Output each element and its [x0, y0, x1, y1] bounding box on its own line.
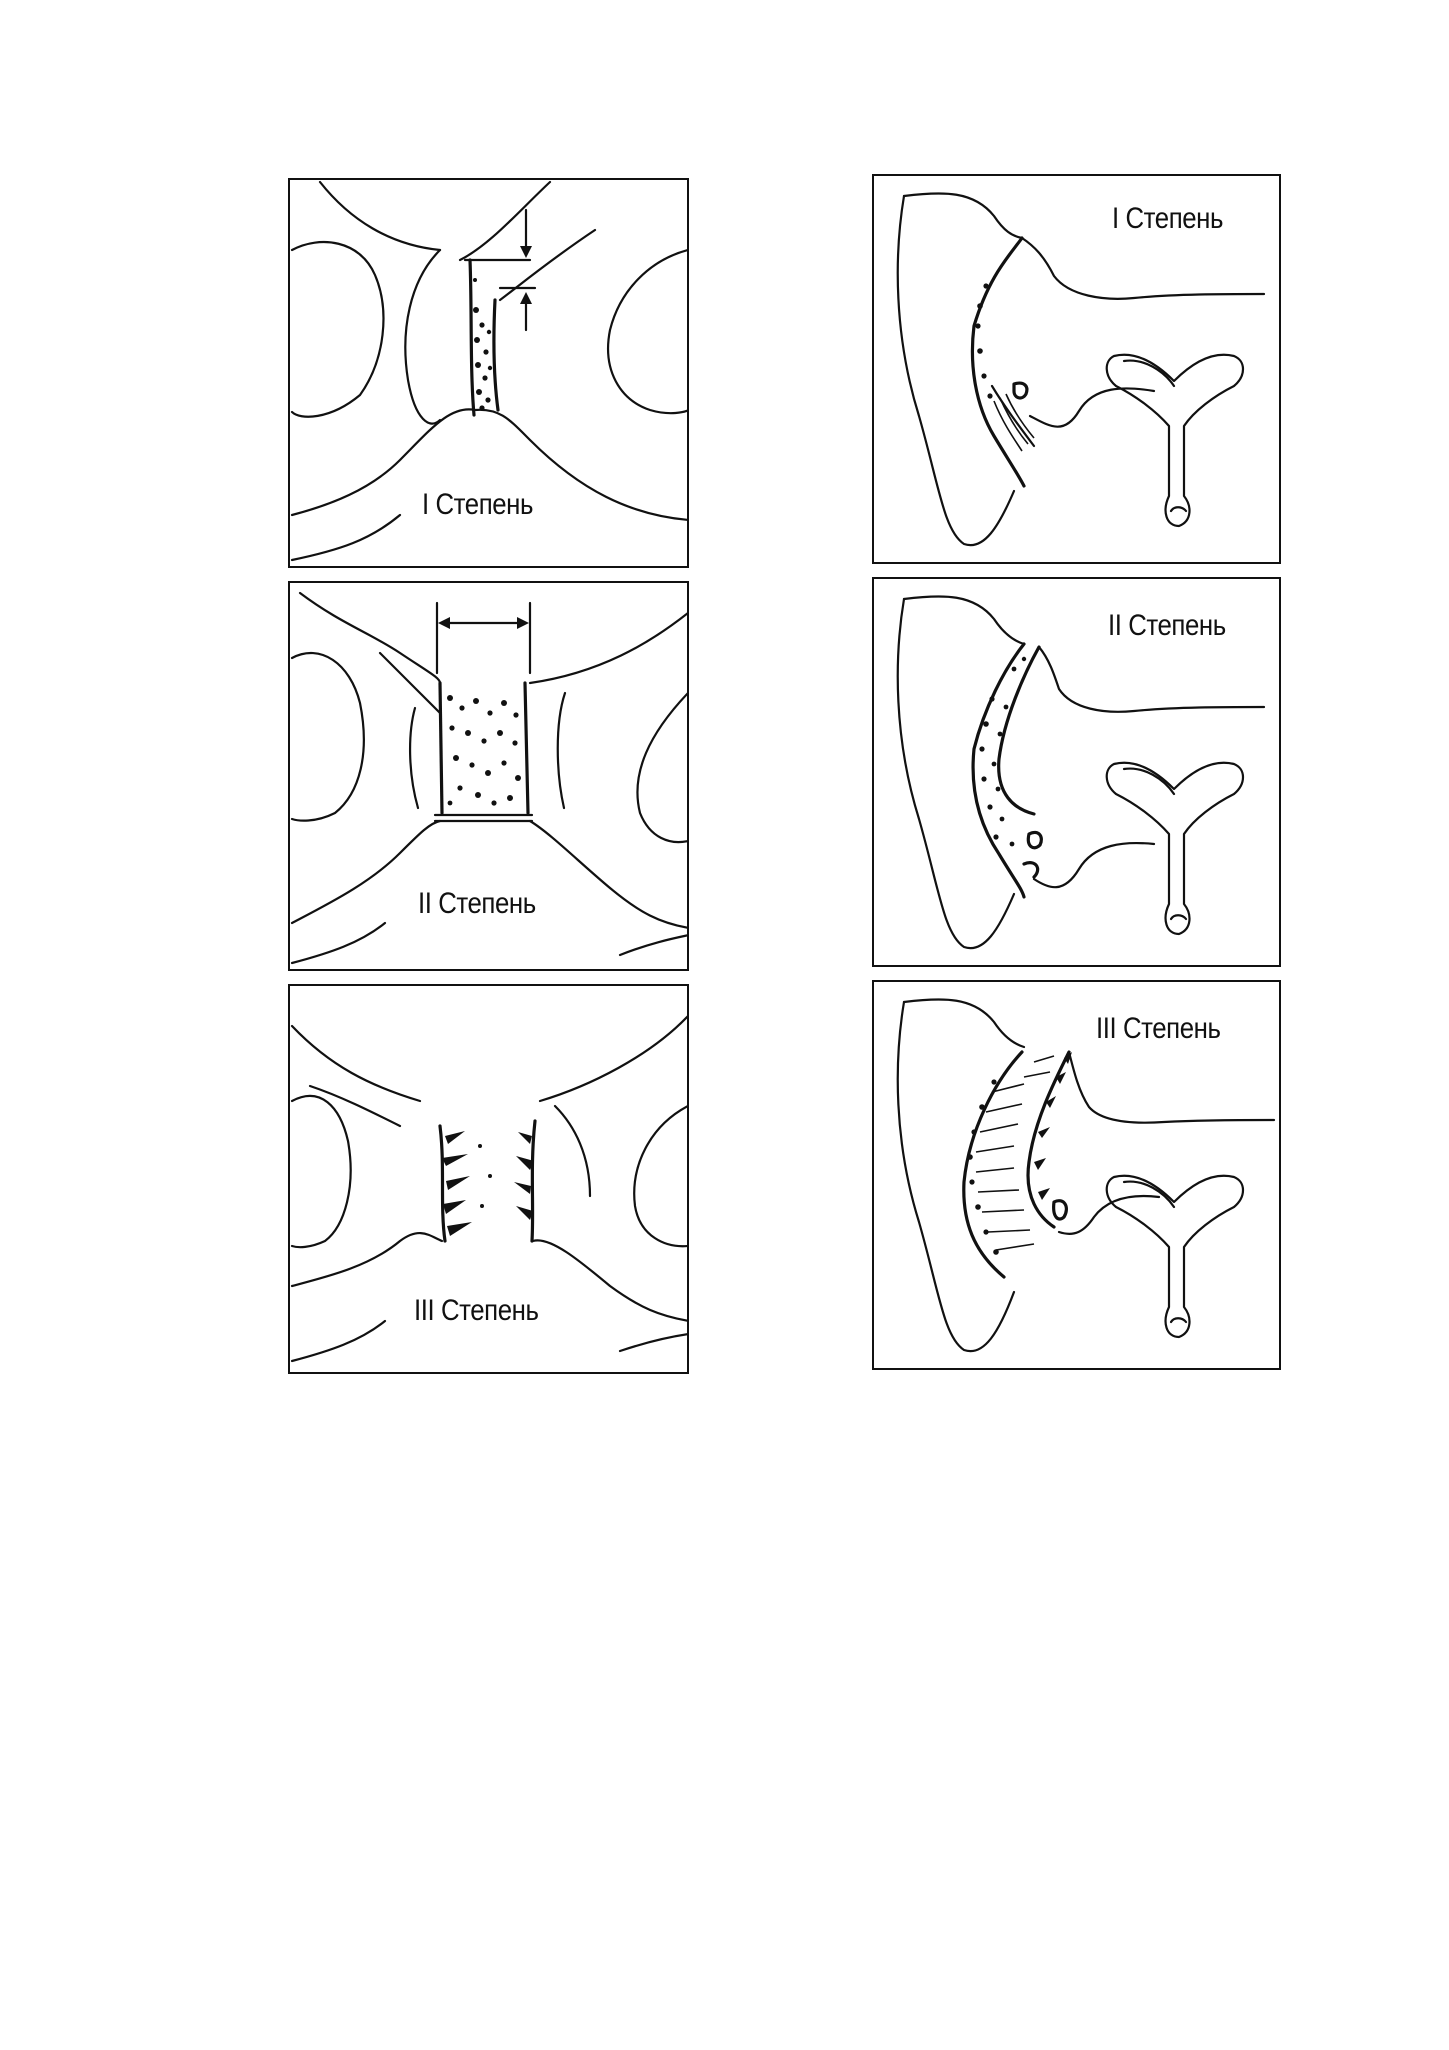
frontal-degree-2-caption: II Степень — [418, 887, 536, 920]
lateral-degree-2-caption: II Степень — [1108, 609, 1226, 642]
frontal-degree-1-caption: I Степень — [422, 488, 533, 521]
lateral-degree-2-panel — [872, 577, 1281, 967]
lateral-degree-3-panel — [872, 980, 1281, 1370]
frontal-degree-3-caption: III Степень — [414, 1294, 539, 1327]
frontal-degree-2-panel — [288, 581, 689, 971]
frontal-degree-3-panel — [288, 984, 689, 1374]
frontal-degree-1-panel — [288, 178, 689, 568]
lateral-degree-1-panel — [872, 174, 1281, 564]
lateral-degree-3-caption: III Степень — [1096, 1012, 1221, 1045]
lateral-degree-1-caption: I Степень — [1112, 202, 1223, 235]
